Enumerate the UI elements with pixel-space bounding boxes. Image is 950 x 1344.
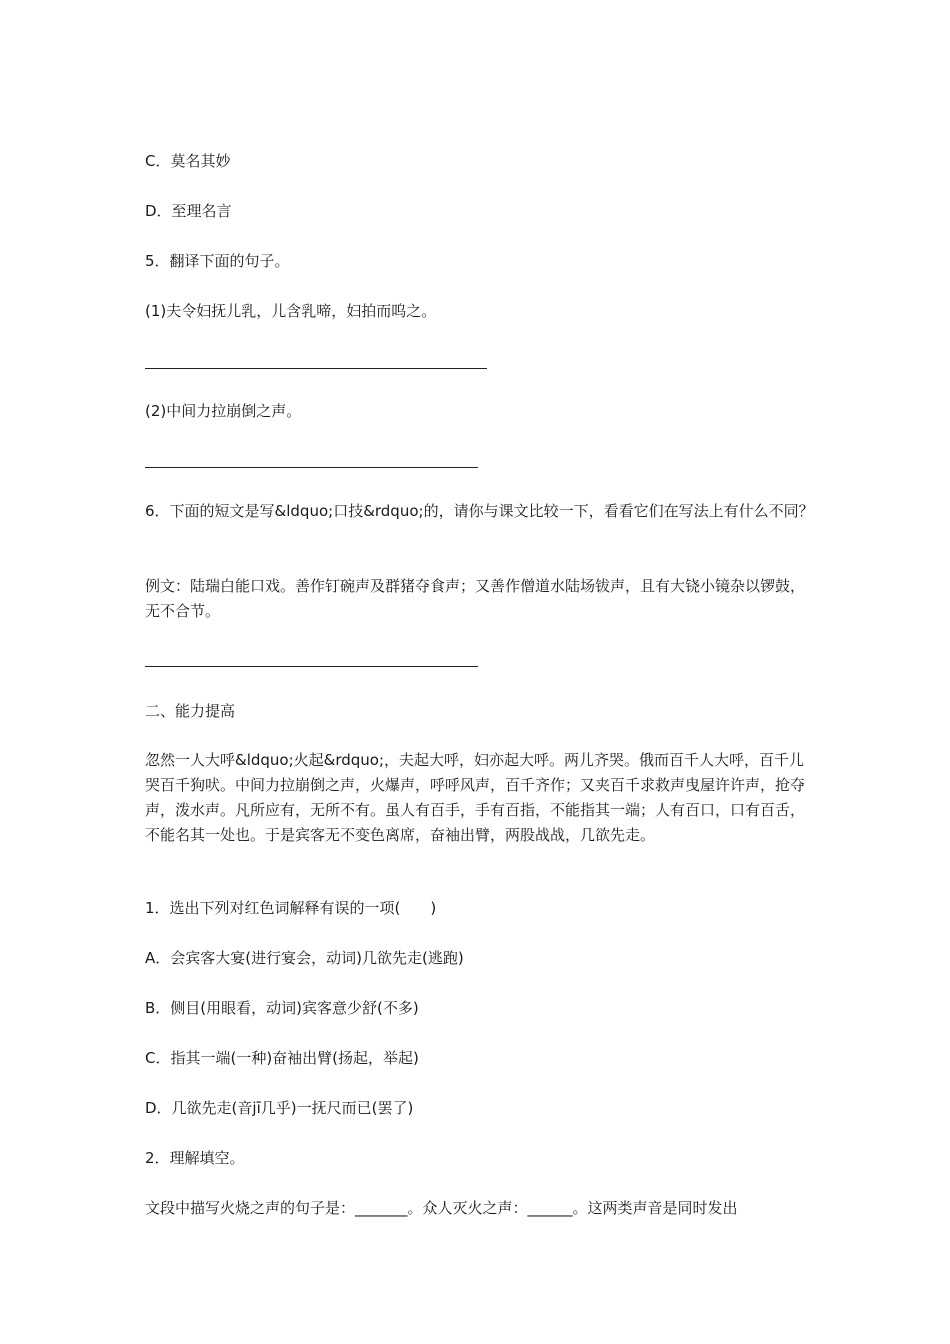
section2-question-1: 1．选出下列对红色词解释有误的一项( ) [145,899,437,917]
section2-option-c: C．指其一端(一种)奋袖出臂(扬起，举起) [145,1049,419,1067]
section2-question-2: 2．理解填空。 [145,1149,245,1167]
passage-text: 忽然一人大呼&ldquo;火起&rdquo;，夫起大呼，妇亦起大呼。两儿齐哭。俄而百千人大呼，百千儿哭百千狗吠。中间力拉崩倒之声，火爆声，呼呼风声，百千齐作；又夹百千求救声曳屋许许声，抢夺声，泼水声。凡所应有，无所不有。虽人有百手，手有百指，不能指其一端；人有百口，口有百舌，不能名其一处也。于是宾客无不变色离席，奋袖出臂，两股战战，几欲先走。 [145,751,806,844]
question-5-title: 5．翻译下面的句子。 [145,252,290,270]
answer-line-1 [145,368,487,369]
option-c-text: C．莫名其妙 [145,152,231,170]
answer-line-3 [145,666,478,667]
option-d-text: D．至理名言 [145,202,232,220]
answer-line-2 [145,467,478,468]
section2-option-a: A．会宾客大宴(进行宴会，动词)几欲先走(逃跑) [145,949,464,967]
question-5-sentence-1: (1)夫令妇抚儿乳，儿含乳啼，妇拍而呜之。 [145,302,437,320]
section2-question-2-text: 文段中描写火烧之声的句子是：_______。众人灭火之声：______。这两类声音是同时发出 [145,1199,738,1217]
question-5-sentence-2: (2)中间力拉崩倒之声。 [145,402,302,420]
section2-option-d: D．几欲先走(音jī几乎)一抚尺而已(罢了) [145,1099,414,1117]
section2-option-b: B．侧目(用眼看，动词)宾客意少舒(不多) [145,999,419,1017]
section-heading: 二、能力提高 [145,702,236,720]
question-6-example: 例文：陆瑞白能口戏。善作钉碗声及群猪夺食声；又善作僧道水陆场钹声，且有大铙小镜杂以锣鼓，无不合节。 [145,577,806,620]
question-6-title: 6．下面的短文是写&ldquo;口技&rdquo;的，请你与课文比较一下，看看它们在写法上有什么不同？ [145,502,814,520]
